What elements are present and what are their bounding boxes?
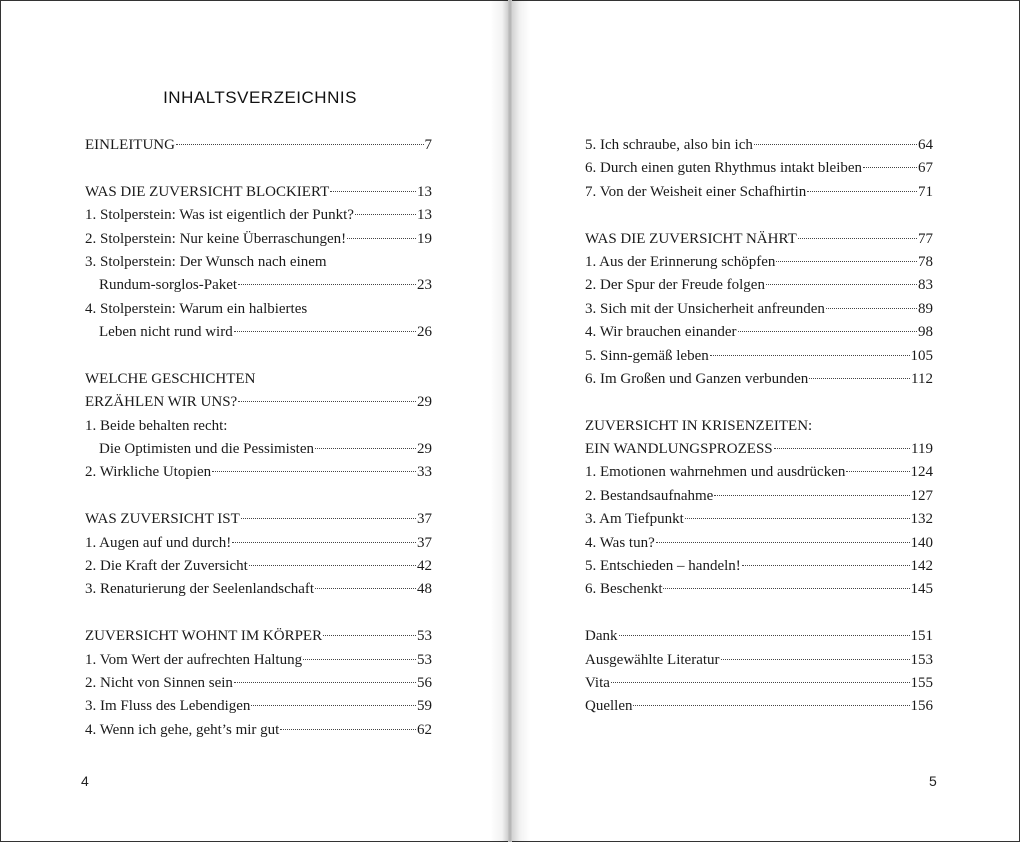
toc-page-number: 124 (910, 464, 933, 481)
toc-entry-title: WAS ZUVERSICHT IST (85, 511, 240, 528)
toc-page-number: 142 (910, 558, 933, 575)
toc-entry[interactable] (85, 181, 432, 204)
toc-entry[interactable] (585, 461, 933, 484)
toc-page-number: 67 (918, 160, 933, 177)
toc-dot-leader (249, 564, 416, 566)
toc-entry-line (85, 298, 432, 321)
toc-page-number: 13 (417, 207, 432, 224)
toc-entry-title: 1. Beide behalten recht: (85, 417, 228, 434)
toc-entry[interactable] (585, 251, 933, 274)
toc-entry[interactable] (585, 649, 933, 672)
toc-entry-title: 3. Sich mit der Unsicherheit anfreunden (585, 300, 825, 317)
toc-dot-leader (355, 213, 416, 215)
toc-dot-leader (721, 658, 910, 660)
toc-entry-title: 1. Stolperstein: Was ist eigentlich der Punkt? (85, 207, 354, 224)
toc-entry[interactable] (85, 274, 432, 297)
toc-entry-title: 2. Wirkliche Utopien (85, 464, 212, 481)
toc-dot-leader (685, 517, 910, 519)
toc-entry-title: ERZÄHLEN WIR UNS? (85, 394, 238, 411)
toc-page-number: 26 (417, 324, 432, 341)
toc-page-number: 151 (910, 628, 933, 645)
toc-spacer (85, 345, 432, 368)
toc-dot-leader (241, 517, 416, 519)
toc-dot-leader (330, 190, 416, 192)
toc-entry[interactable] (585, 532, 933, 555)
toc-dot-leader (754, 143, 917, 145)
toc-dot-leader (611, 681, 910, 683)
toc-page-number: 53 (417, 651, 432, 668)
toc-entry[interactable] (585, 695, 933, 718)
toc-page-number: 7 (424, 137, 432, 153)
toc-entry-title: Rundum-sorglos-Paket (99, 277, 238, 294)
toc-entry-title: Quellen (585, 698, 633, 715)
toc-spacer (585, 602, 933, 625)
toc-entry[interactable] (85, 228, 432, 251)
toc-entry-line (585, 415, 933, 438)
toc-page-number: 53 (417, 628, 432, 645)
toc-dot-leader (809, 377, 910, 379)
toc-entry[interactable] (585, 274, 933, 297)
toc-entry-title: Die Optimisten und die Pessimisten (99, 441, 314, 458)
toc-spacer (85, 485, 432, 508)
toc-entry-title: 5. Sinn-gemäß leben (585, 347, 709, 364)
toc-entry-line (85, 251, 432, 274)
toc-dot-leader (212, 470, 416, 472)
toc-page-number: 37 (417, 534, 432, 551)
toc-dot-leader (798, 237, 917, 239)
toc-dot-leader (656, 541, 910, 543)
toc-dot-leader (742, 564, 910, 566)
toc-entry[interactable] (585, 555, 933, 578)
toc-entry[interactable] (585, 485, 933, 508)
toc-entry-title: Leben nicht rund wird (99, 324, 233, 341)
toc-spacer (85, 602, 432, 625)
toc-entry-title: 6. Beschenkt (585, 581, 663, 598)
toc-entry-title: ZUVERSICHT WOHNT IM KÖRPER (85, 628, 323, 645)
page-number-right: 5 (929, 773, 937, 789)
toc-page-number: 19 (417, 230, 432, 247)
toc-entry[interactable] (85, 438, 432, 461)
toc-entry[interactable] (585, 508, 933, 531)
toc-dot-leader (633, 704, 909, 706)
toc-page-number: 71 (918, 183, 933, 200)
toc-page-number: 83 (918, 277, 933, 294)
toc-entry[interactable] (585, 578, 933, 601)
toc-entry[interactable] (585, 298, 933, 321)
toc-entry[interactable] (85, 134, 432, 157)
toc-entry[interactable] (585, 345, 933, 368)
toc-entry-title: 2. Stolperstein: Nur keine Überraschungen! (85, 230, 347, 247)
toc-page-number: 56 (417, 674, 432, 691)
toc-page-number: 89 (918, 300, 933, 317)
toc-entry[interactable] (85, 649, 432, 672)
toc-dot-leader (846, 470, 909, 472)
toc-dot-leader (303, 658, 416, 660)
toc-entry-title: WAS DIE ZUVERSICHT NÄHRT (585, 230, 797, 247)
toc-entry[interactable] (585, 134, 933, 157)
toc-entry-title: EIN WANDLUNGSPROZESS (585, 441, 773, 458)
toc-entry[interactable] (585, 181, 933, 204)
toc-page-number: 77 (918, 230, 933, 247)
toc-page-number: 105 (910, 347, 933, 364)
toc-entry[interactable] (585, 438, 933, 461)
toc-entry-title: WELCHE GESCHICHTEN (85, 370, 256, 387)
toc-page-number: 156 (910, 698, 933, 715)
toc-dot-leader (176, 143, 424, 145)
toc-entry-title: Vita (585, 674, 610, 691)
toc-dot-leader (619, 634, 910, 636)
toc-page-number: 33 (417, 464, 432, 481)
toc-entry[interactable] (85, 555, 432, 578)
toc-page-number: 112 (911, 370, 933, 387)
toc-dot-leader (714, 494, 909, 496)
toc-entry[interactable] (85, 508, 432, 531)
toc-entry[interactable] (85, 532, 432, 555)
page-number-left: 4 (81, 773, 89, 789)
toc-entry-title: WAS DIE ZUVERSICHT BLOCKIERT (85, 183, 330, 200)
toc-entry-title: 5. Entschieden – handeln! (585, 558, 741, 575)
toc-dot-leader (315, 587, 416, 589)
toc-entry[interactable] (85, 672, 432, 695)
toc-page-number: 145 (910, 581, 933, 598)
toc-entry-title: 2. Die Kraft der Zuversicht (85, 558, 248, 575)
toc-page-number: 23 (417, 277, 432, 294)
toc-entry-title: 2. Bestandsaufnahme (585, 487, 714, 504)
toc-dot-leader (280, 728, 416, 730)
toc-entry-title: 1. Vom Wert der aufrechten Haltung (85, 651, 303, 668)
toc-page-number: 78 (918, 253, 933, 270)
toc-entry-title: 1. Emotionen wahrnehmen und ausdrücken (585, 464, 846, 481)
toc-entry-title: 4. Wir brauchen einander (585, 324, 737, 341)
toc-dot-leader (807, 190, 917, 192)
toc-dot-leader (238, 400, 416, 402)
toc-entry[interactable] (585, 157, 933, 180)
toc-page-number: 29 (417, 394, 432, 411)
toc-entry-title: 5. Ich schraube, also bin ich (585, 137, 753, 153)
toc-dot-leader (826, 307, 917, 309)
toc-entry-title: 1. Augen auf und durch! (85, 534, 232, 551)
toc-dot-leader (774, 447, 910, 449)
toc-dot-leader (234, 330, 416, 332)
toc-spacer (585, 391, 933, 414)
toc-spacer (585, 204, 933, 227)
toc-entry-title: 7. Von der Weisheit einer Schafhirtin (585, 183, 807, 200)
toc-entry-title: 3. Stolperstein: Der Wunsch nach einem (85, 253, 327, 270)
toc-entry-title: EINLEITUNG (85, 137, 175, 153)
toc-dot-leader (232, 541, 416, 543)
toc-page-number: 13 (417, 183, 432, 200)
toc-entry-line (85, 368, 432, 391)
toc-page-number: 62 (417, 721, 432, 738)
toc-entry-title: 4. Was tun? (585, 534, 655, 551)
toc-entry-title: 1. Aus der Erinnerung schöpfen (585, 253, 776, 270)
toc-entry[interactable] (85, 321, 432, 344)
toc-entry-title: 6. Im Großen und Ganzen verbunden (585, 370, 809, 387)
toc-entry-title: 4. Wenn ich gehe, geht’s mir gut (85, 721, 280, 738)
toc-page-number: 98 (918, 324, 933, 341)
toc-entry[interactable] (85, 578, 432, 601)
toc-page-number: 37 (417, 511, 432, 528)
toc-page-number: 140 (910, 534, 933, 551)
toc-dot-leader (663, 587, 909, 589)
toc-entry[interactable] (85, 204, 432, 227)
toc-page-number: 127 (910, 487, 933, 504)
toc-page-number: 119 (911, 441, 933, 458)
toc-dot-leader (238, 283, 416, 285)
toc-entry[interactable] (585, 228, 933, 251)
toc-page-number: 153 (910, 651, 933, 668)
toc-page-number: 59 (417, 698, 432, 715)
toc-entry[interactable] (85, 695, 432, 718)
toc-page-number: 64 (918, 137, 933, 153)
toc-entry[interactable] (585, 625, 933, 648)
toc-title: INHALTSVERZEICHNIS (163, 88, 357, 107)
toc-column-right (585, 134, 933, 719)
toc-entry-title: 2. Der Spur der Freude folgen (585, 277, 765, 294)
toc-entry-title: ZUVERSICHT IN KRISENZEITEN: (585, 417, 813, 434)
toc-entry-title: Ausgewählte Literatur (585, 651, 720, 668)
toc-entry[interactable] (85, 461, 432, 484)
toc-dot-leader (738, 330, 917, 332)
toc-page-number: 132 (910, 511, 933, 528)
toc-entry[interactable] (85, 719, 432, 742)
toc-entry[interactable] (585, 321, 933, 344)
toc-page-number: 48 (417, 581, 432, 598)
toc-dot-leader (323, 634, 416, 636)
toc-dot-leader (710, 354, 910, 356)
toc-dot-leader (776, 260, 917, 262)
toc-dot-leader (315, 447, 416, 449)
toc-entry[interactable] (585, 672, 933, 695)
toc-entry-title: 2. Nicht von Sinnen sein (85, 674, 233, 691)
toc-entry[interactable] (585, 368, 933, 391)
toc-dot-leader (766, 283, 917, 285)
toc-spacer (85, 157, 432, 180)
toc-entry-title: 3. Im Fluss des Lebendigen (85, 698, 251, 715)
toc-entry[interactable] (85, 625, 432, 648)
toc-entry-title: 3. Am Tiefpunkt (585, 511, 684, 528)
toc-page-number: 155 (910, 674, 933, 691)
toc-entry-title: 4. Stolperstein: Warum ein halbiertes (85, 300, 308, 317)
toc-page-number: 42 (417, 558, 432, 575)
toc-page-number: 29 (417, 441, 432, 458)
toc-column-left (85, 134, 432, 742)
toc-dot-leader (863, 166, 917, 168)
toc-entry-line (85, 415, 432, 438)
toc-entry-title: Dank (585, 628, 618, 645)
toc-entry-title: 6. Durch einen guten Rhythmus intakt bleiben (585, 160, 863, 177)
toc-dot-leader (347, 237, 416, 239)
toc-dot-leader (234, 681, 416, 683)
toc-entry[interactable] (85, 391, 432, 414)
toc-entry-title: 3. Renaturierung der Seelenlandschaft (85, 581, 315, 598)
toc-dot-leader (251, 704, 416, 706)
